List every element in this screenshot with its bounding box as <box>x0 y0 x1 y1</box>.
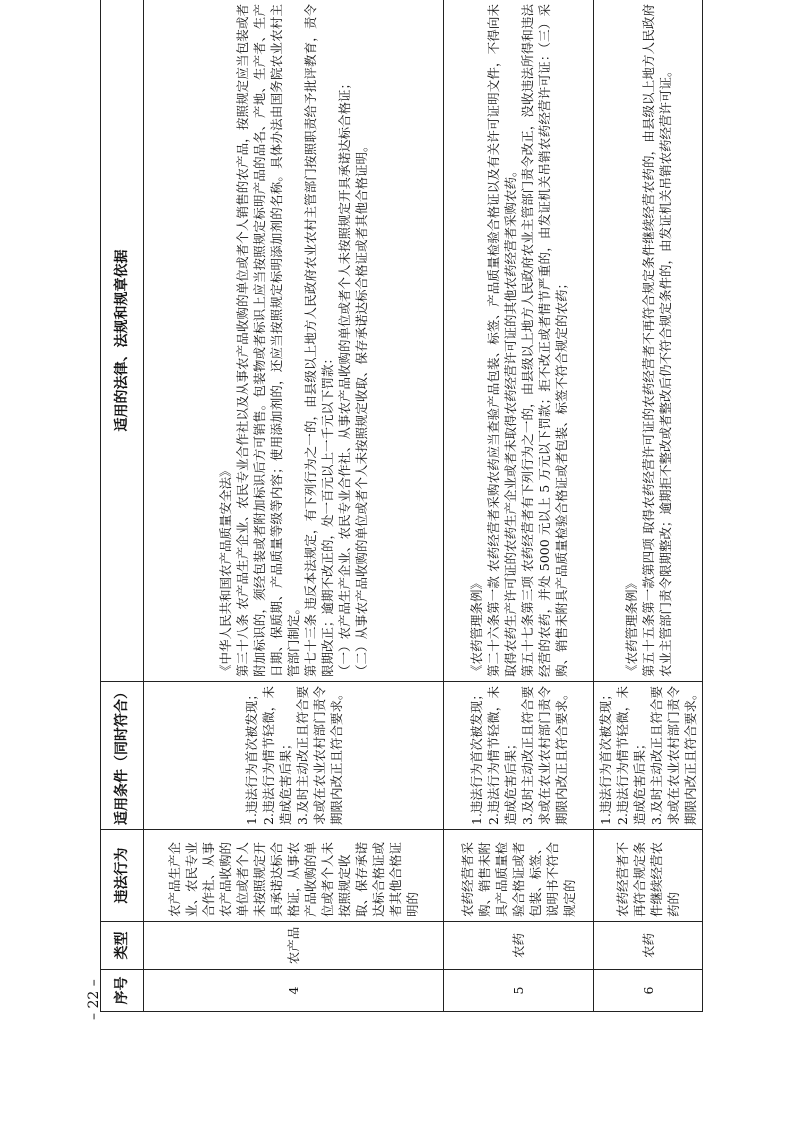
row-conditions <box>444 682 594 830</box>
header-behavior: 违法行为 <box>101 830 144 922</box>
condition-item: 3.及时主动改正且符合要求或在农业农村部门责令期限内改正且符合要求。 <box>649 686 698 825</box>
row-conditions <box>144 682 444 830</box>
condition-item: 1.违法行为首次被发现； <box>243 688 259 825</box>
condition-item: 1.违法行为首次被发现； <box>598 688 613 825</box>
row-behavior: 农药经营者采购、销售未附具产品质量检验合格证或者包装、标签、说明书不符合规定的 <box>444 830 594 922</box>
basis-paragraph: 《农药管理条例》 <box>468 576 484 677</box>
table-header-row <box>101 0 144 1012</box>
row-behavior: 农药经营者不再符合规定条件继续经营农药的 <box>594 830 703 922</box>
table-row <box>594 0 703 1012</box>
header-category: 类型 <box>101 922 144 970</box>
row-index: 4 <box>144 970 444 1012</box>
row-behavior: 农产品生产企业、农民专业合作社、从事农产品收购的单位或者个人未按照规定开具承诺达标合格证，从事农产品收购的单位或者个人未按照规定收取、保存承诺达标合格证或者其他合格证明的 <box>144 830 444 922</box>
row-legal-basis <box>444 0 594 682</box>
row-conditions <box>594 682 703 830</box>
condition-item: 2.违法行为情节轻微，未造成危害后果； <box>260 686 293 825</box>
condition-item: 2.违法行为情节轻微，未造成危害后果； <box>615 686 647 825</box>
row-category: 农药 <box>444 922 594 970</box>
header-legal-basis: 适用的法律、法规和规章依据 <box>101 0 144 682</box>
row-index: 5 <box>444 970 594 1012</box>
row-category: 农药 <box>594 922 703 970</box>
table-row <box>444 0 594 1012</box>
basis-paragraph: 第五十五条第一款第四项 取得农药经营许可证的农药经营者不再符合规定条件继续经营农药的，由县级以上地方人民政府农业主管部门责令限期整改；逾期拒不整改或者整改后仍不符合规定条件的，由发证机关吊销农药经营许可证。 <box>640 4 673 677</box>
table-row <box>144 0 444 1012</box>
basis-paragraph: 《中华人民共和国农产品质量安全法》 <box>218 464 233 677</box>
basis-paragraph: 第二十六条第一款 农药经营者采购农药应当查验产品包装、标签、产品质量检验合格证以及有关许可证明文件，不得向未取得农药生产许可证的农药生产企业或者未取得农药经营许可证的其他农药经营者采购农药。 <box>485 4 518 677</box>
condition-item: 3.及时主动改正且符合要求或在农业农村部门责令期限内改正且符合要求。 <box>519 686 569 825</box>
basis-paragraph: 第五十七条第三项 农药经营者有下列行为之一的，由县级以上地方人民政府农业主管部门责令改正，没收违法所得和违法经营的农药，并处 5000 元以上 5 万元以下罚款；拒不改正或者情节严重的，由发证机关吊销农药经营许可证：（三）采购、销售未附具产品质量检验合格证或者包装、标签不符合规定的农药； <box>519 4 569 677</box>
basis-paragraph: 第七十三条 违反本法规定，有下列行为之一的，由县级以上地方人民政府农业农村主管部门按照职责给予批评教育，责令限期改正；逾期不改正的，处一百元以上一千元以下罚款： <box>303 4 335 677</box>
condition-item: 2.违法行为情节轻微，未造成危害后果； <box>485 686 518 825</box>
condition-item: 1.违法行为首次被发现； <box>468 688 484 825</box>
rotated-page <box>100 0 700 1012</box>
basis-paragraph: （一）农产品生产企业、农民专业合作社、从事农产品收购的单位或者个人未按照规定开具承诺达标合格证； <box>337 76 352 677</box>
row-legal-basis <box>144 0 444 682</box>
page-number: – 22 – <box>86 979 102 1020</box>
basis-paragraph: 第三十八条 农产品生产企业、农民专业合作社以及从事农产品收购的单位或者个人销售的农产品，按照规定应当包装或者附加标识的，须经包装或者附加标识后方可销售。包装物或者标识上应当按照规定标明产品的品名、产地、生产者、生产日期、保质期、产品质量等级等内容；使用添加剂的，还应当按照规定标明添加剂的名称。具体办法由国务院农业农村主管部门制定。 <box>235 4 301 677</box>
basis-paragraph: 《农药管理条例》 <box>623 576 639 677</box>
header-conditions: 适用条件（同时符合） <box>101 682 144 830</box>
row-index: 6 <box>594 970 703 1012</box>
row-category: 农产品 <box>144 922 444 970</box>
row-legal-basis <box>594 0 703 682</box>
basis-paragraph: （二）从事农产品收购的单位或者个人未按照规定收取、保存承诺达标合格证或者其他合格证明。 <box>354 139 369 677</box>
header-index: 序号 <box>101 970 144 1012</box>
regulation-table <box>100 0 703 1012</box>
condition-item: 3.及时主动改正且符合要求或在农业农村部门责令期限内改正且符合要求。 <box>294 686 344 825</box>
